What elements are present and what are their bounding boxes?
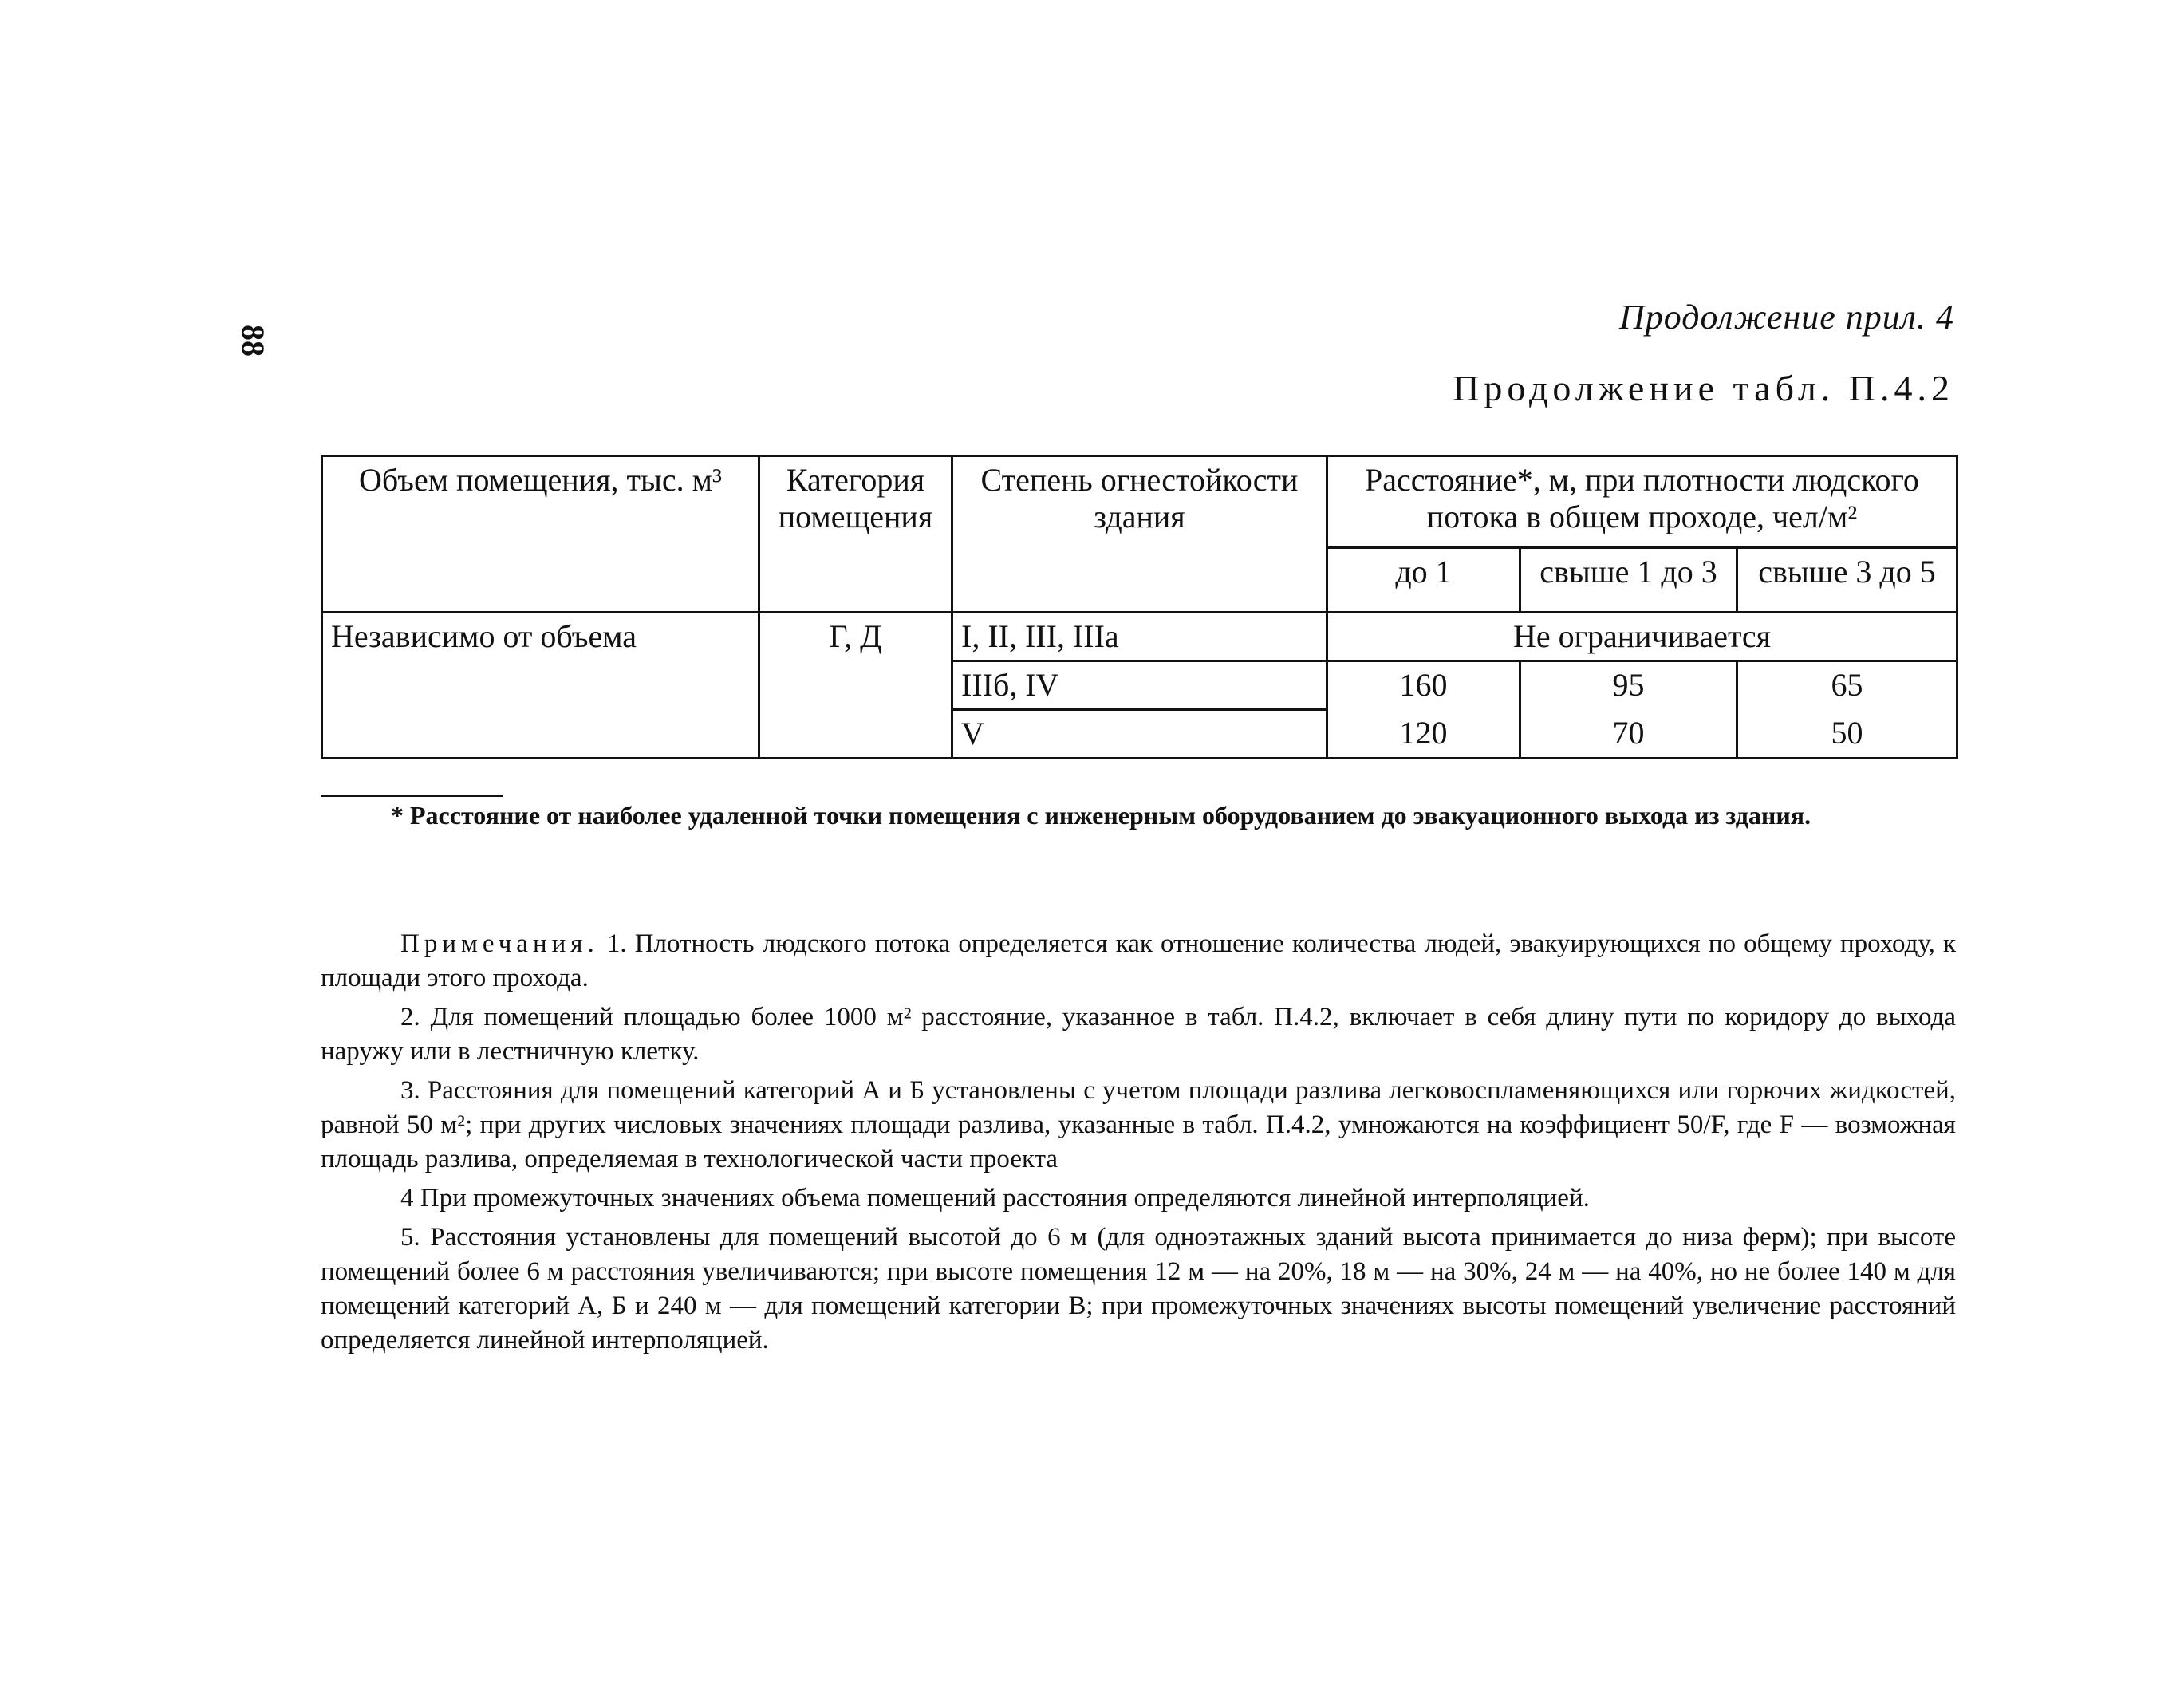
note-item: 4 При промежуточных значениях объема помещений расстояния определяются линейной интерполяцией. — [400, 1184, 1590, 1213]
header-density-range: свыше 3 до 5 — [1737, 548, 1957, 613]
distance-table — [321, 455, 1958, 759]
footnote: * Расстояние от наиболее удаленной точки помещения с инженерным оборудованием до эвакуационного выхода из здания. — [391, 801, 1811, 830]
cell-distance-value: 65 — [1737, 661, 1957, 710]
notes-label: Примечания. — [400, 929, 599, 958]
notes-section — [321, 927, 1956, 1363]
cell-distance-value: 50 — [1737, 710, 1957, 759]
table-header-row — [322, 456, 1957, 548]
cell-unlimited: Не ограничивается — [1327, 613, 1957, 661]
appendix-continuation-heading: Продолжение прил. 4 — [1619, 298, 1954, 337]
note-item: 5. Расстояния установлены для помещений высотой до 6 м (для одноэтажных зданий высота принимается до низа ферм); при высоте помещений более 6 м расстояния увеличиваются; при высоте помещения 12 м — на 20%, 18 м — на 30%, 24 м — на 40%, но не более 140 м для помещений категорий А, Б и 240 м — для помещений категории В; при промежуточных значениях высоты помещений увеличение расстояний определяется линейной интерполяцией. — [321, 1223, 1956, 1355]
cell-volume: Независимо от объема — [322, 613, 759, 759]
cell-distance-value: 120 — [1327, 710, 1520, 759]
table-row — [322, 613, 1957, 661]
footnote-divider — [321, 795, 503, 797]
note-item: 2. Для помещений площадью более 1000 м² расстояние, указанное в табл. П.4.2, включает в себя длину пути по коридору до выхода наружу или в лестничную клетку. — [321, 1003, 1956, 1066]
header-density-range: до 1 — [1327, 548, 1520, 613]
cell-fire-level: IIIб, IV — [952, 661, 1327, 710]
cell-distance-value: 95 — [1520, 661, 1737, 710]
cell-distance-value: 160 — [1327, 661, 1520, 710]
header-volume: Объем помещения, тыс. м³ — [322, 456, 759, 613]
page-number: 88 — [235, 325, 271, 357]
cell-category: Г, Д — [759, 613, 952, 759]
cell-fire-level: V — [952, 710, 1327, 759]
cell-fire-level: I, II, III, IIIа — [952, 613, 1327, 661]
note-item: 3. Расстояния для помещений категорий А и Б установлены с учетом площади разлива легковоспламеняющихся или горючих жидкостей, равной 50 м²; при других числовых значениях площади разлива, указанные в табл. П.4.2, умножаются на коэффициент 50/F, где F — возможная площадь разлива, определяемая в технологической части проекта — [321, 1076, 1956, 1173]
header-fire-resistance: Степень огнестойкости здания — [952, 456, 1327, 613]
cell-distance-value: 70 — [1520, 710, 1737, 759]
note-text: 1. Плотность людского потока определяется как отношение количества людей, эвакуирующихся по общему проходу, к площади этого прохода. — [321, 929, 1957, 992]
note-item — [321, 927, 1956, 996]
header-density-range: свыше 1 до 3 — [1520, 548, 1737, 613]
header-category: Категория помещения — [759, 456, 952, 613]
table-continuation-heading: Продолжение табл. П.4.2 — [1453, 368, 1954, 408]
header-distance: Расстояние*, м, при плотности людского потока в общем проходе, чел/м² — [1327, 456, 1957, 548]
